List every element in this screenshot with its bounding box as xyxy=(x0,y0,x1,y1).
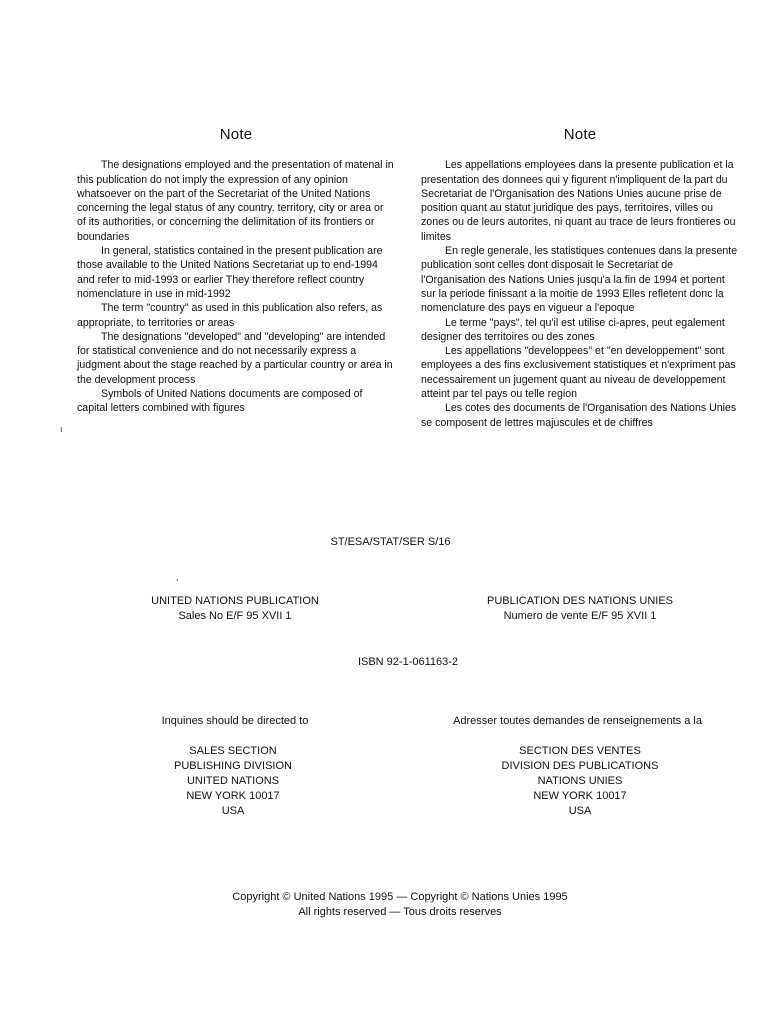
address-line: NATIONS UNIES xyxy=(537,775,623,787)
note-paragraph: Symbols of United Nations documents are composed of capital letters combined with figures xyxy=(77,388,363,415)
scan-speck: ı xyxy=(60,424,63,434)
sales-number-fr: Numero de vente E/F 95 XVII 1 xyxy=(503,610,657,622)
publication-info-fr xyxy=(455,594,705,624)
document-symbol: ST/ESA/STAT/SER S/16 xyxy=(330,536,451,548)
publication-title-en: UNITED NATIONS PUBLICATION xyxy=(151,595,319,607)
copyright-block xyxy=(0,890,781,920)
copyright: Copyright © United Nations 1995 — Copyright © Nations Unies 1995 xyxy=(232,891,568,903)
note-paragraph: Les cotes des documents de l'Organisation des Nations Unies se composent de lettres majuscules et de chiffres xyxy=(421,402,737,429)
address-line: PUBLISHING DIVISION xyxy=(174,760,292,772)
inquiries-en: Inquines should be directed to xyxy=(161,715,309,727)
address-line: NEW YORK 10017 xyxy=(533,790,627,802)
address-line: SALES SECTION xyxy=(189,745,277,757)
publication-title-fr: PUBLICATION DES NATIONS UNIES xyxy=(486,595,673,607)
address-line: NEW YORK 10017 xyxy=(186,790,280,802)
note-paragraph: Les appellations employees dans la presente publication et la presentation des donnees qui y figurent n'impliquent de la part du Secretariat de l'Organisation des Nations Unies aucune prise de position quant au statut juridique des pays, territoires, villes ou zones ou de leurs autorites, ni quant au trace de leurs frontieres ou limites xyxy=(421,159,736,243)
note-paragraph: The designations employed and the presentation of matenal in this publication do not imply the expression of any opinion whatsoever on the part of the Secretariat of the United Nations concerning the legal status of any country. territory, city or area or of its authorities, or concerning the delimitation of its frontiers or boundaries xyxy=(77,159,394,243)
note-paragraph: Les appellations "developpees" et "en developpement" sont employees a des fins exclusivement statistiques et n'expriment pas necessairement un jugement quant au niveau de developpement atteint par tel pays ou telle region xyxy=(421,345,736,401)
rights-reserved: All rights reserved — Tous droits reserves xyxy=(298,906,502,918)
address-line: SECTION DES VENTES xyxy=(519,745,641,757)
scan-speck: , xyxy=(176,572,179,582)
note-paragraph: The designations "developed" and "developing" are intended for statistical convenience and do not necessarily express a judgment about the stage reached by a particular country or area in the development process xyxy=(77,330,393,386)
sales-number-en: Sales No E/F 95 XVII 1 xyxy=(178,610,292,622)
address-line: USA xyxy=(568,805,592,817)
note-paragraph: The term "country" as used in this publication also refers, as appropriate, to territories or areas xyxy=(77,302,383,329)
publication-info-en xyxy=(120,594,350,624)
note-heading-en: Note xyxy=(219,126,253,143)
address-fr xyxy=(455,744,705,819)
address-en xyxy=(120,744,346,819)
address-line: DIVISION DES PUBLICATIONS xyxy=(501,760,659,772)
note-english xyxy=(77,128,395,416)
note-heading-fr: Note xyxy=(563,126,597,143)
note-paragraph: In general, statistics contained in the present publication are those available to the United Nations Secretariat up to end-1994 and refer to mid-1993 or earlier They therefore reflect country nomenclature in use in mid-1992 xyxy=(77,245,383,300)
note-paragraph: Le terme "pays", tel qu'il est utilise ci-apres, peut egalement designer des territoires ou des zones xyxy=(421,316,725,343)
address-line: USA xyxy=(221,805,245,817)
isbn: ISBN 92-1-061163-2 xyxy=(357,656,459,668)
note-french xyxy=(421,128,739,430)
note-paragraph: En regle generale, les statistiques contenues dans la presente publication sont celles dont disposait le Secretariat de l'Organisation des Nations Unies jusqu'a la fin de 1994 et portent sur la periode finissant a la moitie de 1993 Elles refletent donc la nomenclature des pays en vigueur a l'epoque xyxy=(421,245,738,315)
address-line: UNITED NATIONS xyxy=(186,775,280,787)
inquiries-fr: Adresser toutes demandes de renseignements a la xyxy=(453,715,702,727)
